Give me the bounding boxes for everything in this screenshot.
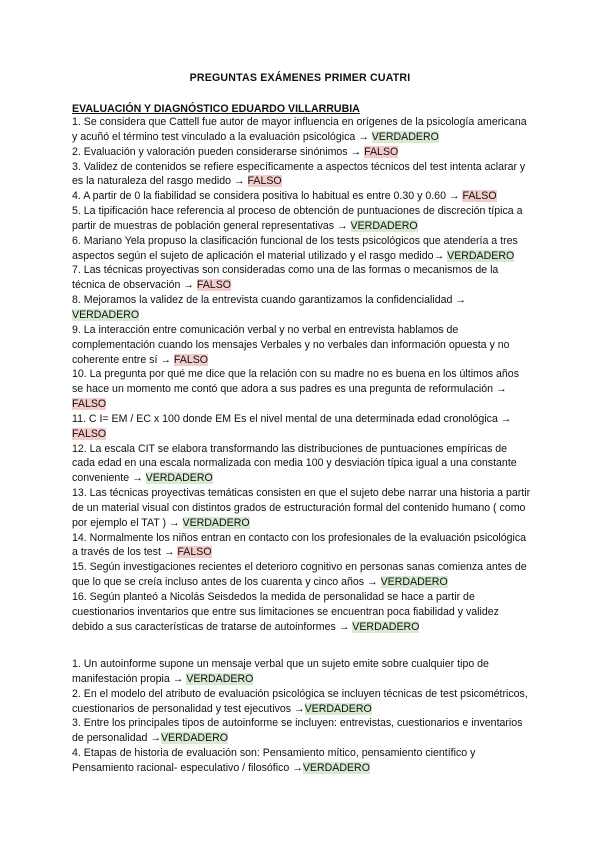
question-item [72,412,532,442]
question-item [72,189,532,204]
question-item [72,716,532,746]
answer-badge: VERDADERO [182,516,250,529]
question-item [72,115,532,145]
question-item [72,160,532,190]
document-title: PREGUNTAS EXÁMENES PRIMER CUATRI [189,72,411,84]
answer-badge: VERDADERO [160,732,229,745]
section-heading: EVALUACIÓN Y DIAGNÓSTICO EDUARDO VILLARRUBIA [72,103,360,115]
question-item [72,531,532,561]
question-text: 3. Entre los principales tipos de autoinforme se incluyen: entrevistas, cuestionarios e inventarios de personalidad → [72,717,523,745]
answer-badge: FALSO [72,427,107,440]
answer-badge: VERDADERO [352,620,420,633]
question-text: 11. C I= EM / EC x 100 donde EM Es el nivel mental de una determinada edad cronológica → [72,412,512,425]
question-text: 8. Mejoramos la validez de la entrevista cuando garantizamos la confidencialidad → [72,294,466,307]
answer-badge: VERDADERO [302,761,370,774]
question-item [72,590,532,635]
question-text: 16. Según planteó a Nicolás Seisdedos la medida de personalidad se hace a partir de cuestionarios inventarios que entre sus limitaciones se encuentran poca fiabilidad y validez debido a sus características de tratarse de autoinformes → [72,591,499,633]
question-text: 7. Las técnicas proyectivas son consideradas como una de las formas o mecanismos de la técnica de observación → [72,264,499,292]
question-item [72,204,532,234]
answer-badge: FALSO [177,546,212,559]
question-item [72,560,532,590]
question-text: 13. Las técnicas proyectivas temáticas consisten en que el sujeto debe narrar una historia a partir de un material visual con distintos grados de estructuración formal del contenido humano ( como por ejemplo el TAT ) → [72,487,531,529]
question-list-2 [72,657,532,776]
answer-badge: FALSO [173,353,209,366]
question-item [72,687,532,717]
answer-badge: VERDADERO [447,249,515,262]
question-item [72,145,532,160]
question-item [72,293,532,323]
answer-badge: VERDADERO [371,130,439,143]
question-text: 5. La tipificación hace referencia al proceso de obtención de puntuaciones de discreción típica a partir de muestras de población general representativas → [72,205,523,232]
answer-badge: FALSO [462,190,497,203]
question-text: 2. Evaluación y valoración pueden considerarse sinónimos → [72,145,365,158]
question-text: 10. La pregunta por qué me dice que la relación con su madre no es buena en los últimos años se hace un momento me contó que adora a sus padres es una pregunta de reformulación → [72,368,519,396]
question-text: 15. Según investigaciones recientes el deterioro cognitivo en personas sanas comienza antes de que lo que se creía incluso antes de los cuarenta y cinco años → [72,561,527,589]
answer-badge: VERDADERO [186,672,254,685]
question-text: 6. Mariano Yela propuso la clasificación funcional de los tests psicológicos que atendería a tres aspectos según el sujeto de aplicación el material utilizado y el rasgo medido→ [72,234,518,262]
answer-badge: VERDADERO [72,308,140,321]
question-item [72,486,532,531]
answer-badge: VERDADERO [380,576,448,589]
question-text: 12. La escala CIT se elabora transformando las distribuciones de puntuaciones empíricas de cada edad en una escala normalizada con media 100 y desviación típica igual a una constante conveniente → [72,442,517,485]
question-text: 9. La interacción entre comunicación verbal y no verbal en entrevista hablamos de complementación cuando los mensajes Verbales y no verbales dan información opuesta y no coherente entre sí → [72,323,510,366]
answer-badge: VERDADERO [304,702,372,715]
question-text: 4. A partir de 0 la fiabilidad se considera positiva lo habitual es entre 0.30 y 0.60 → [72,190,463,203]
answer-badge: VERDADERO [350,219,418,232]
question-item [72,263,532,293]
question-item [72,367,532,412]
question-text: 4. Etapas de historia de evaluación son: Pensamiento mítico, pensamiento científico y Pensamiento racional- especulativo / filosófico → [72,747,476,774]
question-text: 14. Normalmente los niños entran en contacto con los profesionales de la evaluación psicológica a través de los test → [72,531,527,559]
question-text: 1. Se considera que Cattell fue autor de mayor influencia en orígenes de la psicología americana y acuñó el término test vinculado a la evaluación psicológica → [72,116,527,143]
answer-badge: FALSO [364,145,399,158]
answer-badge: VERDADERO [145,472,213,485]
answer-badge: FALSO [247,175,282,188]
question-text: 2. En el modelo del atributo de evaluación psicológica se incluyen técnicas de test psicométricos, cuestionarios de personalidad y test ejecutivos → [72,687,528,715]
answer-badge: FALSO [72,398,107,411]
question-item [72,746,532,776]
question-item [72,442,532,487]
question-text: 1. Un autoinforme supone un mensaje verbal que un sujeto emite sobre cualquier tipo de manifestación propia → [72,658,489,685]
question-item [72,234,532,264]
question-text: 3. Validez de contenidos se refiere específicamente a aspectos técnicos del test intenta aclarar y es la naturaleza del rasgo medido → [72,160,526,188]
answer-badge: FALSO [196,279,231,292]
question-item [72,323,532,368]
question-item [72,657,532,687]
question-list [72,115,532,635]
